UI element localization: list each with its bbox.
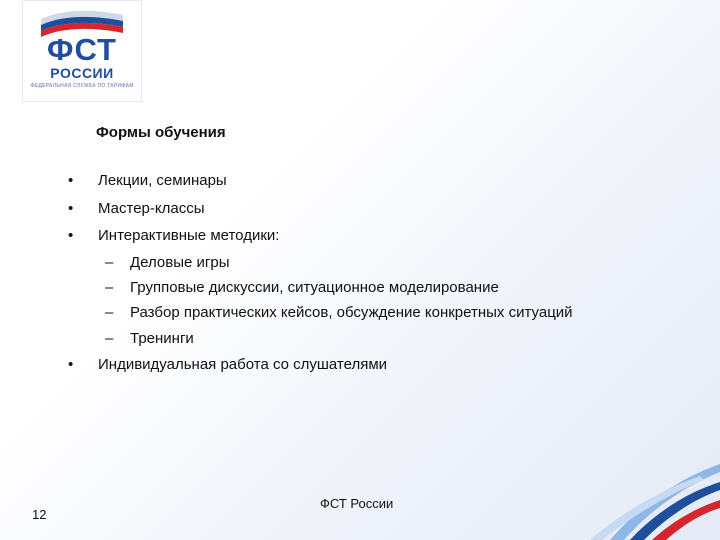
slide-heading: Формы обучения: [96, 124, 226, 141]
bullet-icon: •: [68, 356, 74, 373]
logo-main-text: ФСТ: [46, 32, 117, 67]
swoosh-decoration: [590, 450, 720, 540]
bullet-icon: •: [68, 200, 74, 217]
list-item: [68, 356, 387, 374]
fst-logo: [22, 0, 142, 102]
logo-sub-text: РОССИИ: [50, 65, 114, 81]
sub-list-item: [105, 279, 499, 297]
list-item: [68, 172, 227, 190]
sub-item-text: Разбор практических кейсов, обсуждение конкретных ситуаций: [130, 304, 573, 321]
list-item: [68, 200, 205, 218]
sub-item-text: Тренинги: [130, 330, 194, 347]
dash-icon: –: [105, 304, 114, 321]
page-number: 12: [32, 507, 47, 522]
list-item-text: Индивидуальная работа со слушателями: [98, 356, 388, 373]
list-item-text: Интерактивные методики:: [98, 227, 280, 244]
logo-tagline: ФЕДЕРАЛЬНАЯ СЛУЖБА ПО ТАРИФАМ: [30, 83, 134, 89]
footer-text: ФСТ России: [320, 496, 394, 511]
sub-list-item: [105, 254, 230, 272]
sub-item-text: Групповые дискуссии, ситуационное моделирование: [130, 279, 499, 296]
list-item-text: Мастер-классы: [98, 200, 205, 217]
list-item-text: Лекции, семинары: [98, 172, 227, 189]
dash-icon: –: [105, 330, 114, 347]
sub-list-item: [105, 304, 573, 322]
dash-icon: –: [105, 254, 114, 271]
sub-item-text: Деловые игры: [130, 254, 230, 271]
bullet-icon: •: [68, 227, 74, 244]
dash-icon: –: [105, 279, 114, 296]
bullet-icon: •: [68, 172, 74, 189]
sub-list-item: [105, 330, 194, 348]
list-item: [68, 227, 279, 245]
